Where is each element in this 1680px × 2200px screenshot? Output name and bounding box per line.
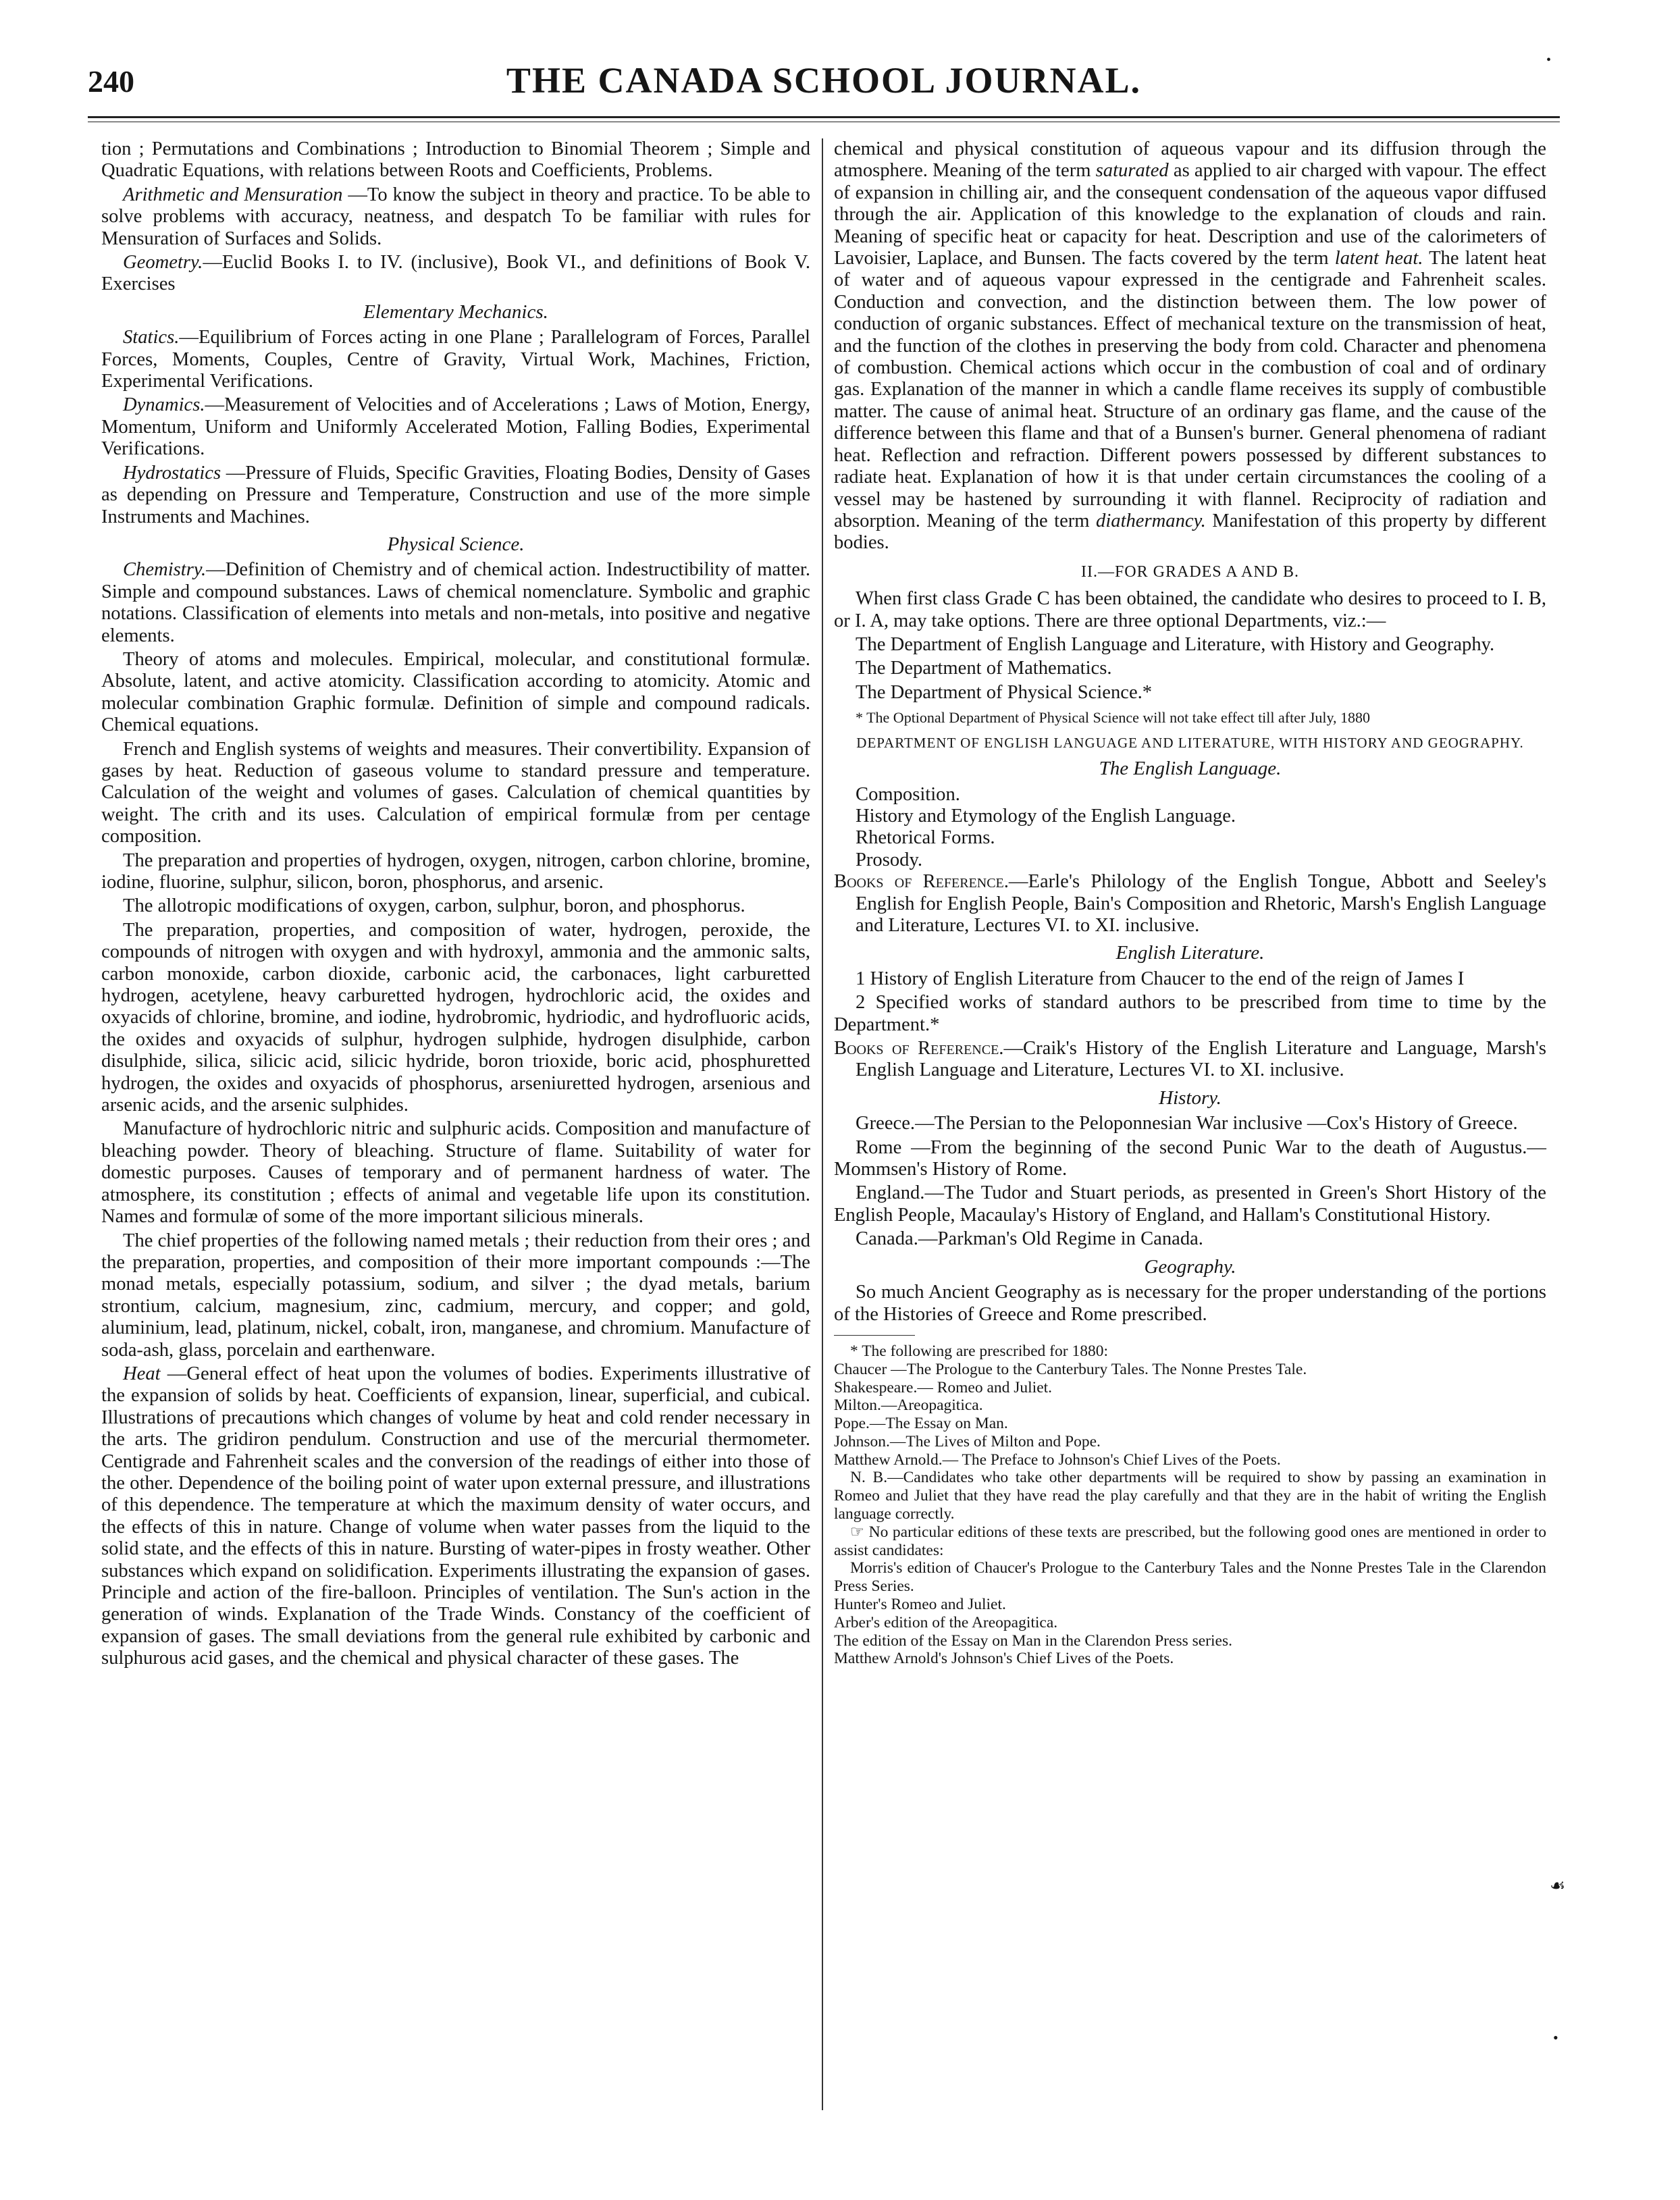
paragraph-lead: Dynamics.	[123, 394, 205, 416]
proof-mark-icon: ☙	[1550, 1876, 1566, 1895]
list-item: Composition.	[856, 783, 960, 805]
paragraph-body: The latent heat of water and of aqueous vapour expressed in the centigrade and Fahrenheit scales. Conduction and convection, and the distinction between them. The low power of conduction of organic substances. Effect of mechanical texture on the transmission of heat, and the function of the clothes in preserving the body from cold. Character and phenomena of combustion. Chemical actions which occur in the combustion of coal and of ordinary gas. Explanation of the manner in which a candle flame receives its supply of combustible matter. The cause of animal heat. Structure of an ordinary gas flame, and the cause of the difference between this flame and that of a Bunsen's burner. General phenomena of radiant heat. Reflection and refraction. Different powers possessed by different substances to radiate heat. Explanation of how it is that under certain circumstances the cooling of a vessel may be hastened by surrounding it with flannel. Reciprocity of radiation and absorption. Meaning of the term	[834, 248, 1546, 531]
paragraph	[101, 463, 810, 528]
italic-term: saturated	[1095, 160, 1169, 182]
paragraph-body: —Measurement of Velocities and of Accelerations ; Laws of Motion, Energy, Momentum, Uniform and Uniformly Accelerated Motion, Falling Bodies, Experimental Verifications.	[101, 394, 810, 460]
section-heading: English Literature.	[1115, 942, 1265, 964]
list-item: Rhetorical Forms.	[856, 827, 995, 849]
page-number: 240	[88, 64, 134, 99]
footnote: N. B.—Candidates who take other departments will be required to show by passing an examination in Romeo and Juliet that they have read the play carefully and that they are in the habit of writing the English language correctly.	[834, 1469, 1546, 1523]
paragraph	[101, 184, 810, 250]
footnote-rule	[834, 1335, 915, 1336]
paragraph: The preparation and properties of hydrogen, oxygen, nitrogen, carbon chlorine, bromine, iodine, fluorine, sulphur, silicon, boron, phosphorus, and arsenic.	[101, 849, 810, 893]
paragraph: The preparation, properties, and composition of water, hydrogen, peroxide, the compounds of nitrogen with oxygen and with hydroxyl, ammonia and the ammonic salts, carbon monoxide, carbon dioxide, carbonic acid, the carbonaces, light carburetted hydrogen, acetylene, heavy carburetted hydrogen, hydrochloric acid, the oxides and oxyacids of chlorine, bromine, and iodine, hydrobromic, hydriodic, and hydrofluoric acids, the oxides and oxyacids of sulphur, hydrogen sulphide, hydrogen disulphide, carbon disulphide, silica, silicic acid, silicic hydride, boron trioxide, boric acid, phosphuretted hydrogen, the oxides and oxyacids of phosphorus, arseniuretted hydrogen, arsenious and arsenic acids, and the arsenic sulphides.	[101, 919, 810, 1116]
paragraph: The chief properties of the following named metals ; their reduction from their ores ; and the preparation, properties, and composition of their more important compounds :—The monad metals, especially potassium, sodium, and silver ; the dyad metals, barium strontium, calcium, magnesium, zinc, cadmium, mercury, and copper; and gold, aluminium, lead, platinum, nickel, cobalt, iron, manganese, and chromium. Manufacture of soda-ash, glass, porcelain and earthenware.	[101, 1230, 810, 1361]
paragraph: 2 Specified works of standard authors to be prescribed from time to time by the Department.*	[834, 992, 1546, 1035]
paragraph-lead: Geometry.	[123, 252, 203, 273]
reference-paragraph	[834, 1038, 1546, 1082]
paragraph-body: —Craik's History of the English Literature and Language, Marsh's English Language and Literature, Lectures VI. to XI. inclusive.	[856, 1038, 1546, 1081]
section-heading: The English Language.	[1099, 758, 1282, 780]
footnote: The edition of the Essay on Man in the Clarendon Press series.	[834, 1631, 1232, 1650]
footnote: Pope.—The Essay on Man.	[834, 1415, 1008, 1433]
paragraph	[101, 559, 810, 647]
paragraph: Canada.—Parkman's Old Regime in Canada.	[856, 1228, 1203, 1250]
footnote: Arber's edition of the Areopagitica.	[834, 1613, 1058, 1631]
paragraph-body: —Earle's Philology of the English Tongue, Abbott and Seeley's English for English People, Bain's Composition and Rhetoric, Marsh's English Language and Literature, Lectures VI. to XI. inclusive.	[856, 871, 1546, 936]
left-column	[101, 138, 810, 1672]
paragraph-body: chemical and physical constitution of aqueous vapour and its diffusion through the atmosphere. Meaning of the term	[834, 138, 1546, 182]
paragraph-lead: Arithmetic and Mensuration	[123, 184, 343, 205]
paragraph-body: —Definition of Chemistry and of chemical action. Indestructibility of matter. Simple and compound substances. Laws of chemical nomenclature. Symbolic and graphic notations. Classification of elements into metals and non-metals, into positive and negative elements.	[101, 559, 810, 646]
italic-term: diathermancy.	[1096, 510, 1206, 531]
paragraph: The allotropic modifications of oxygen, carbon, sulphur, boron, and phosphorus.	[123, 895, 745, 917]
page-header	[88, 59, 1560, 113]
paragraph: Manufacture of hydrochloric nitric and sulphuric acids. Composition and manufacture of bleaching powder. Theory of bleaching. Structure of flame. Suitability of water for domestic purposes. Causes of temporary and of permanent hardness of water. The atmosphere, its constitution ; effects of animal and vegetable life upon its constitution. Names and formulæ of some of the more important silicious minerals.	[101, 1118, 810, 1228]
paragraph: 1 History of English Literature from Chaucer to the end of the reign of James I	[856, 968, 1465, 989]
paragraph: When first class Grade C has been obtained, the candidate who desires to proceed to I. B, or I. A, may take options. There are three optional Departments, viz.:—	[834, 588, 1546, 631]
paragraph-lead: Books of Reference.	[834, 871, 1009, 893]
paragraph-body: —Equilibrium of Forces acting in one Plane ; Parallelogram of Forces, Parallel Forces, Moments, Couples, Centre of Gravity, Virtual Work, Machines, Friction, Experimental Verifications.	[101, 327, 810, 392]
section-heading: II.—FOR GRADES A AND B.	[1080, 562, 1300, 581]
paragraph-body: —Pressure of Fluids, Specific Gravities, Floating Bodies, Density of Gases as depending on Pressure and Temperature, Construction and use of the more simple Instruments and Machines.	[101, 462, 810, 527]
paragraph-body: —To know the subject in theory and practice. To be able to solve problems with accuracy, neatness, and despatch To be familiar with rules for Mensuration of Surfaces and Solids.	[101, 184, 810, 249]
paragraph-lead: Hydrostatics	[123, 462, 221, 483]
footnote: * The following are prescribed for 1880:	[850, 1342, 1108, 1360]
paragraph	[101, 327, 810, 392]
right-column	[834, 138, 1546, 1668]
section-heading: Elementary Mechanics.	[363, 300, 548, 323]
paragraph-body: Manifestation of this property by different bodies.	[834, 510, 1546, 554]
paragraph-lead: Chemistry.	[123, 559, 207, 581]
paragraph: tion ; Permutations and Combinations ; Introduction to Binomial Theorem ; Simple and Quadratic Equations, with relations between Roots and Coefficients, Problems.	[101, 138, 810, 182]
paragraph-lead: Heat	[123, 1363, 161, 1384]
paragraph: Greece.—The Persian to the Peloponnesian War inclusive —Cox's History of Greece.	[856, 1113, 1518, 1134]
language-list	[834, 784, 1546, 872]
paragraph	[101, 252, 810, 296]
footnote: Hunter's Romeo and Juliet.	[834, 1596, 1006, 1614]
section-heading: Physical Science.	[387, 533, 525, 555]
department-item: The Department of English Language and Literature, with History and Geography.	[856, 633, 1495, 655]
optional-note: * The Optional Department of Physical Science will not take effect till after July, 1880	[856, 709, 1371, 727]
speck-mark: •	[1546, 53, 1552, 68]
paragraph-body: —General effect of heat upon the volumes of bodies. Experiments illustrative of the expansion of solids by heat. Coefficients of expansion, linear, superficial, and cubical. Illustrations of precautions which changes of volume by heat and cold render necessary in the arts. The gridiron pendulum. Construction and use of the mercurial thermometer. Centigrade and Fahrenheit scales and the conversion of the readings of either into those of the other. Dependence of the boiling point of water upon external pressure, and illustrations of this dependence. The temperature at which the maximum density of water occurs, and the effects of this in nature. Change of volume when water passes from the liquid to the solid state, and the effects of this in nature. Bursting of water-pipes in frosty weather. Other substances which expand on solidification. Experiments illustrating the expansion of gases. Principle and action of the fire-balloon. Principles of ventilation. The Sun's action in the generation of winds. Explanation of the Trade Winds. Constancy of the coefficient of expansion of gases. The small deviations from the general rule exhibited by carbonic and sulphurous acid gases, and the chemical and physical character of these gases. The	[101, 1363, 810, 1669]
paragraph	[834, 138, 1546, 554]
reference-paragraph	[834, 871, 1546, 937]
paragraph-body: as applied to air charged with vapour. The effect of expansion in chilling air, and the consequent condensation of the aqueous vapor diffused through the air. Application of this knowledge to the explanation of clouds and rain. Meaning of specific heat or capacity for heat. Description and use of the calorimeters of Lavoisier, Laplace, and Bunsen. The facts covered by the term	[834, 160, 1546, 269]
paragraph: So much Ancient Geography as is necessary for the proper understanding of the portions of the Histories of Greece and Rome prescribed.	[834, 1282, 1546, 1325]
department-item: The Department of Mathematics.	[856, 658, 1112, 679]
paragraph	[101, 394, 810, 460]
paragraph-body: —Euclid Books I. to IV. (inclusive), Book VI., and definitions of Book V. Exercises	[101, 252, 810, 295]
list-item: Prosody.	[856, 849, 923, 870]
section-heading: History.	[1159, 1086, 1222, 1109]
paragraph: England.—The Tudor and Stuart periods, as presented in Green's Short History of the English People, Macaulay's History of England, and Hallam's Constitutional History.	[834, 1182, 1546, 1226]
journal-title: THE CANADA SCHOOL JOURNAL.	[506, 60, 1142, 101]
italic-term: latent heat.	[1334, 248, 1423, 269]
footnote: Johnson.—The Lives of Milton and Pope.	[834, 1432, 1101, 1450]
paragraph-lead: Books of Reference.	[834, 1038, 1004, 1059]
paragraph-lead: Statics.	[123, 327, 180, 348]
footnote: Shakespeare.— Romeo and Juliet.	[834, 1378, 1053, 1396]
paragraph: French and English systems of weights and measures. Their convertibility. Expansion of gases by heat. Reduction of gaseous volume to standard pressure and temperature. Calculation of the weight and volumes of gases. Calculation of chemical quantities by weight. The crith and its uses. Calculation of empirical formulæ from per centage composition.	[101, 738, 810, 847]
footnote: Milton.—Areopagitica.	[834, 1396, 983, 1415]
footnote: Matthew Arnold.— The Preface to Johnson's Chief Lives of the Poets.	[834, 1450, 1281, 1469]
paragraph: Rome —From the beginning of the second Punic War to the death of Augustus.—Mommsen's History of Rome.	[834, 1136, 1546, 1180]
header-rule	[88, 116, 1560, 118]
footnote: ☞ No particular editions of these texts are prescribed, but the following good ones are mentioned in order to assist candidates:	[834, 1523, 1546, 1559]
paragraph: Theory of atoms and molecules. Empirical, molecular, and constitutional formulæ. Absolute, latent, and active atomicity. Classification according to atomicity. Atomic and molecular combination Graphic formulæ. Definition of simple and compound radicals. Chemical equations.	[101, 648, 810, 736]
section-heading: Geography.	[1144, 1255, 1236, 1278]
footnotes	[834, 1342, 1546, 1668]
footnote: Chaucer —The Prologue to the Canterbury Tales. The Nonne Prestes Tale.	[834, 1360, 1307, 1378]
list-item: History and Etymology of the English Language.	[856, 805, 1236, 827]
department-item: The Department of Physical Science.*	[856, 681, 1153, 703]
column-divider	[822, 138, 823, 2110]
footnote: Morris's edition of Chaucer's Prologue to the Canterbury Tales and the Nonne Prestes Tale in the Clarendon Press Series.	[834, 1559, 1546, 1596]
footnote: Matthew Arnold's Johnson's Chief Lives of the Poets.	[834, 1650, 1174, 1668]
department-heading: DEPARTMENT OF ENGLISH LANGUAGE AND LITERATURE, WITH HISTORY AND GEOGRAPHY.	[856, 735, 1524, 752]
speck-mark: •	[1553, 2029, 1558, 2046]
paragraph	[101, 1363, 810, 1670]
